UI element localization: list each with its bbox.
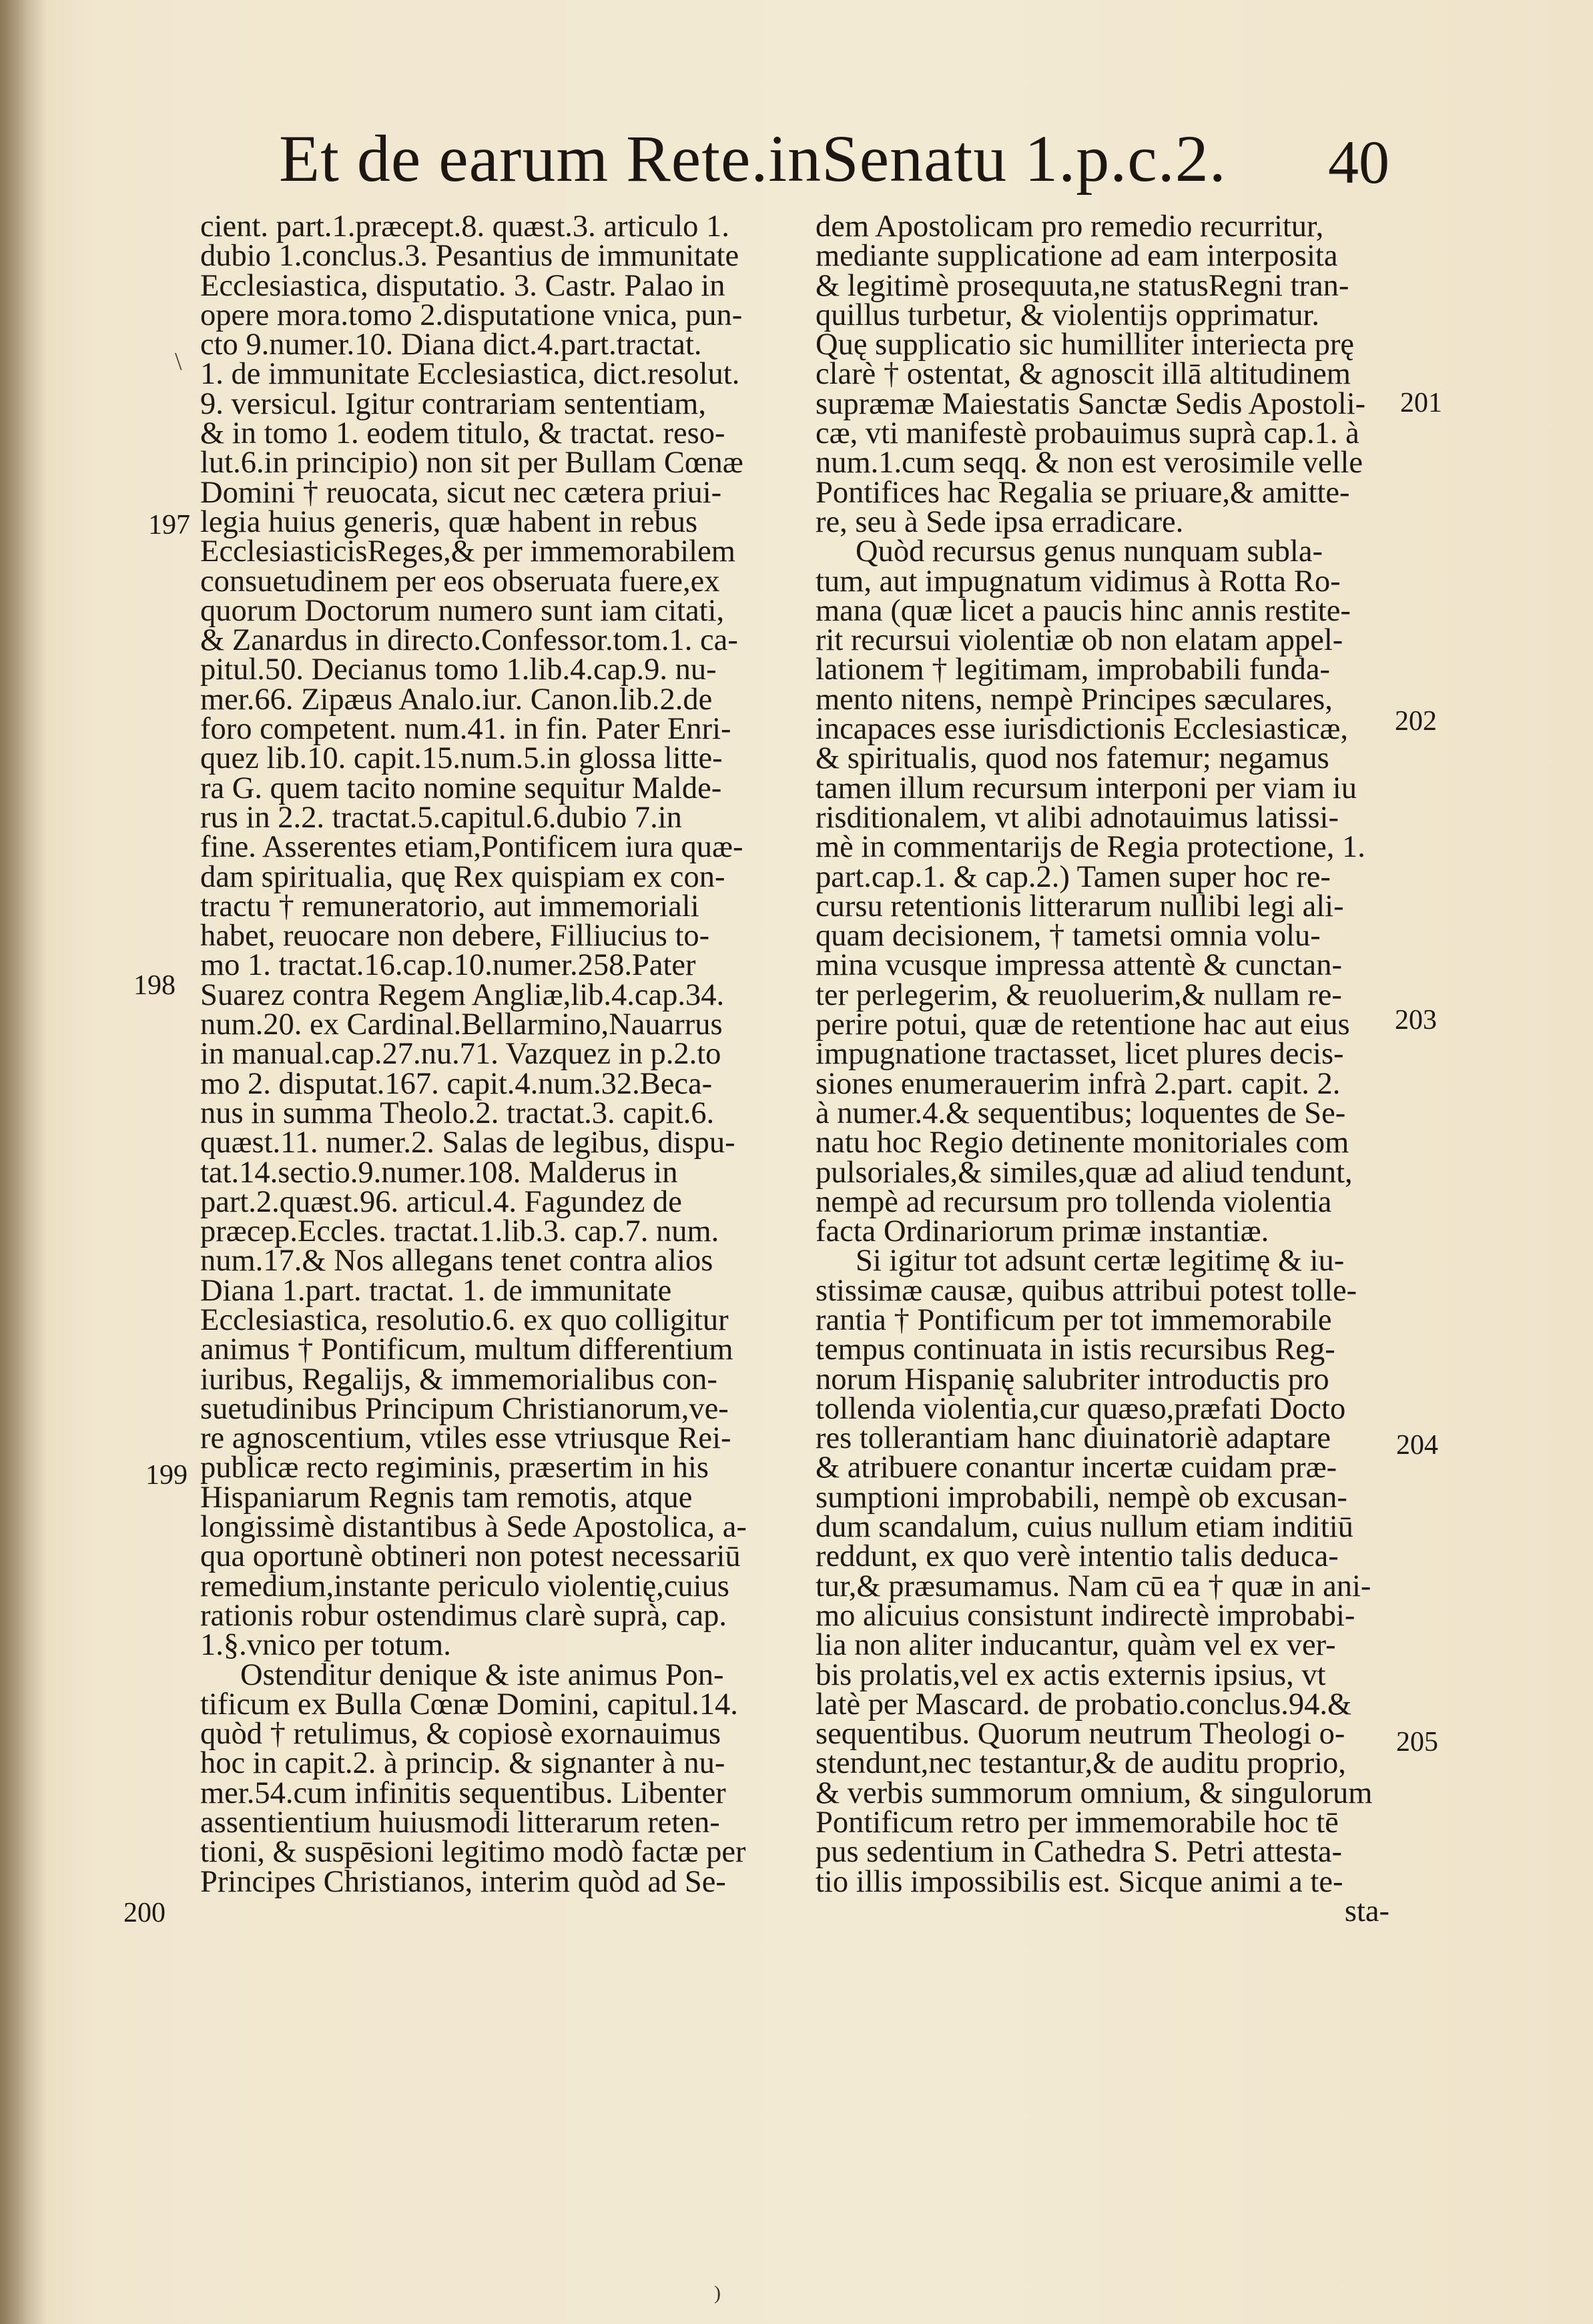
- text-line: tat.14.sectio.9.numer.108. Malderus in: [200, 1155, 678, 1190]
- text-line: stendunt,nec testantur,& de auditu proprio,: [816, 1746, 1346, 1781]
- text-line: rit recursui violentiæ ob non elatam appel-: [816, 623, 1343, 658]
- text-line: Principes Christianos, interim quòd ad Se-: [200, 1864, 726, 1899]
- text-line: Pontificum retro per immemorabile hoc tē: [816, 1806, 1339, 1840]
- text-line: Ostenditur denique & iste animus Pon-: [240, 1657, 724, 1692]
- text-line: tamen illum recursum interponi per viam iu: [816, 771, 1357, 805]
- text-line: EcclesiasticisReges,& per immemorabilem: [200, 534, 735, 569]
- text-line: tollenda violentia,cur quæso,præfati Docto: [816, 1391, 1346, 1426]
- text-line: Diana 1.part. tractat. 1. de immunitate: [200, 1273, 672, 1308]
- text-line: mer.54.cum infinitis sequentibus. Libenter: [200, 1776, 726, 1810]
- text-line: risditionalem, vt alibi adnotauimus latissi-: [816, 800, 1339, 835]
- text-line: Hispaniarum Regnis tam remotis, atque: [200, 1480, 693, 1515]
- text-line: re agnoscentium, vtiles esse vtriusque Rei-: [200, 1421, 731, 1456]
- margin-number-204: 204: [1396, 1430, 1438, 1461]
- text-line: norum Hispanię salubriter introductis pro: [816, 1362, 1329, 1397]
- binding-shadow: [0, 0, 47, 2324]
- text-line: cient. part.1.præcept.8. quæst.3. articulo 1.: [200, 210, 729, 244]
- text-line: quam decisionem, † tametsi omnia volu-: [816, 919, 1321, 953]
- text-line: num.1.cum seqq. & non est verosimile velle: [816, 446, 1363, 480]
- left-text-column: [200, 212, 774, 1897]
- text-line: pus sedentium in Cathedra S. Petri attesta-: [816, 1835, 1343, 1870]
- text-line: mo 2. disputat.167. capit.4.num.32.Beca-: [200, 1066, 713, 1101]
- text-line: ra G. quem tacito nomine sequitur Malde-: [200, 771, 722, 805]
- text-line: tempus continuata in istis recursibus Reg-: [816, 1332, 1335, 1367]
- text-line: Pontifices hac Regalia se priuare,& amitte-: [816, 475, 1350, 510]
- text-line: siones enumerauerim infrà 2.part. capit. 2.: [816, 1066, 1341, 1101]
- text-line: qua oportunè obtineri non potest necessariū: [200, 1539, 741, 1574]
- text-line: assentientium huiusmodi litterarum reten-: [200, 1806, 720, 1840]
- text-line: mina vcusque impressa attentè & cunctan-: [816, 948, 1342, 983]
- text-line: quòd † retulimus, & copiosè exornauimus: [200, 1717, 721, 1752]
- text-line: dubio 1.conclus.3. Pesantius de immunitate: [200, 239, 739, 274]
- text-line: Si igitur tot adsunt certæ legitimę & iu-: [856, 1244, 1345, 1278]
- text-line: consuetudinem per eos obseruata fuere,ex: [200, 564, 720, 599]
- text-line: tio illis impossibilis est. Sicque animi a te-: [816, 1864, 1343, 1899]
- page-number: 40: [1328, 128, 1389, 196]
- text-line: sequentibus. Quorum neutrum Theologi o-: [816, 1717, 1345, 1752]
- text-line: Ecclesiastica, resolutio.6. ex quo colligitur: [200, 1302, 729, 1337]
- text-line: habet, reuocare non debere, Filliucius to-: [200, 919, 710, 953]
- margin-number-197: 197: [148, 510, 190, 540]
- text-line: Suarez contra Regem Angliæ,lib.4.cap.34.: [200, 978, 725, 1012]
- text-line: quez lib.10. capit.15.num.5.in glossa litte-: [200, 741, 723, 776]
- text-line: sta-: [1344, 1894, 1389, 1928]
- text-line: natu hoc Regio detinente monitoriales com: [816, 1126, 1349, 1160]
- text-line: ter perlegerim, & reuoluerim,& nullam re-: [816, 978, 1342, 1012]
- text-line: Ecclesiastica, disputatio. 3. Castr. Palao in: [200, 268, 725, 303]
- text-line: Quę supplicatio sic humilliter interiecta prę: [816, 328, 1355, 362]
- text-line: & in tomo 1. eodem titulo, & tractat. reso-: [200, 416, 725, 451]
- text-line: incapaces esse iurisdictionis Ecclesiasticæ,: [816, 712, 1348, 747]
- text-line: clarè † ostentat, & agnoscit illā altitudinem: [816, 357, 1351, 392]
- text-line: tioni, & suspēsioni legitimo modò factæ per: [200, 1835, 746, 1870]
- text-line: mer.66. Zipæus Analo.iur. Canon.lib.2.de: [200, 682, 713, 717]
- text-line: hoc in capit.2. à princip. & signanter à nu-: [200, 1746, 725, 1781]
- text-line: quillus turbetur, & violentijs opprimatur.: [816, 298, 1319, 332]
- text-line: reddunt, ex quo verè intentio talis deduca-: [816, 1539, 1339, 1574]
- text-line: animus † Pontificum, multum differentium: [200, 1332, 733, 1367]
- text-line: foro competent. num.41. in fin. Pater Enri-: [200, 712, 731, 747]
- text-line: rationis robur ostendimus clarè suprà, cap.: [200, 1598, 727, 1633]
- gutter-mark: \: [175, 348, 182, 376]
- text-line: à numer.4.& sequentibus; loquentes de Se-: [816, 1096, 1346, 1130]
- text-line: part.2.quæst.96. articul.4. Fagundez de: [200, 1184, 682, 1219]
- text-line: & verbis summorum omnium, & singulorum: [816, 1776, 1373, 1810]
- text-line: Quòd recursus genus nunquam subla-: [856, 534, 1323, 569]
- text-line: latè per Mascard. de probatio.conclus.94.&: [816, 1687, 1352, 1721]
- margin-number-199: 199: [145, 1460, 188, 1491]
- text-line: num.20. ex Cardinal.Bellarmino,Nauarrus: [200, 1008, 723, 1042]
- text-line: Domini † reuocata, sicut nec cætera priui-: [200, 475, 722, 510]
- text-line: num.17.& Nos allegans tenet contra alios: [200, 1244, 713, 1278]
- margin-number-205: 205: [1396, 1727, 1438, 1758]
- text-line: & Zanardus in directo.Confessor.tom.1. ca-: [200, 623, 738, 658]
- text-line: pitul.50. Decianus tomo 1.lib.4.cap.9. nu-: [200, 653, 717, 687]
- text-line: tractu † remuneratorio, aut immemoriali: [200, 889, 699, 923]
- text-line: mana (quæ licet a paucis hinc annis restite-: [816, 593, 1351, 628]
- text-line: pulsoriales,& similes,quæ ad aliud tendunt,: [816, 1155, 1353, 1190]
- text-line: cto 9.numer.10. Diana dict.4.part.tractat.: [200, 328, 702, 362]
- text-line: part.cap.1. & cap.2.) Tamen super hoc re-: [816, 859, 1331, 894]
- text-line: mediante supplicatione ad eam interposita: [816, 239, 1338, 274]
- margin-number-202: 202: [1395, 706, 1437, 737]
- text-line: nempè ad recursum pro tollenda violentia: [816, 1184, 1332, 1219]
- text-line: 9. versicul. Igitur contrariam sententiam,: [200, 386, 706, 421]
- margin-number-200: 200: [123, 1898, 166, 1928]
- text-line: & atribuere conantur incertæ cuidam præ-: [816, 1451, 1337, 1485]
- text-line: dum scandalum, cuius nullum etiam inditiū: [816, 1510, 1353, 1545]
- text-line: cæ, vti manifestè probauimus suprà cap.1. à: [816, 416, 1359, 451]
- text-line: 1. de immunitate Ecclesiastica, dict.resolut.: [200, 357, 740, 392]
- text-line: rus in 2.2. tractat.5.capitul.6.dubio 7.in: [200, 800, 682, 835]
- text-line: opere mora.tomo 2.disputatione vnica, pun-: [200, 298, 743, 332]
- right-text-column: [816, 212, 1389, 1926]
- margin-number-201: 201: [1400, 388, 1442, 418]
- bottom-mark: ): [714, 2282, 721, 2304]
- text-line: stissimæ causæ, quibus attribui potest tolle-: [816, 1273, 1357, 1308]
- text-line: mento nitens, nempè Principes sæculares,: [816, 682, 1333, 717]
- text-line: suetudinibus Principum Christianorum,ve-: [200, 1391, 729, 1426]
- text-line: tur,& præsumamus. Nam cū ea † quæ in ani-: [816, 1569, 1371, 1603]
- running-head: Et de earum Rete.inSenatu 1.p.c.2.: [279, 121, 1227, 196]
- text-line: dam spiritualia, quę Rex quispiam ex con-: [200, 859, 725, 894]
- text-line: sumptioni improbabili, nempè ob excusan-: [816, 1480, 1347, 1515]
- text-line: præcep.Eccles. tractat.1.lib.3. cap.7. num.: [200, 1214, 719, 1249]
- text-line: cursu retentionis litterarum nullibi legi ali-: [816, 889, 1344, 923]
- text-line: tificum ex Bulla Cœnæ Domini, capitul.14.: [200, 1687, 738, 1721]
- margin-number-203: 203: [1395, 1005, 1437, 1036]
- text-line: legia huius generis, quæ habent in rebus: [200, 504, 698, 539]
- text-line: publicæ recto regiminis, præsertim in his: [200, 1451, 709, 1485]
- text-line: facta Ordinariorum primæ instantiæ.: [816, 1214, 1269, 1249]
- text-line: rantia † Pontificum per tot immemorabile: [816, 1302, 1332, 1337]
- text-line: dem Apostolicam pro remedio recurritur,: [816, 210, 1324, 244]
- text-line: supræmæ Maiestatis Sanctæ Sedis Apostoli-: [816, 386, 1366, 421]
- text-line: nus in summa Theolo.2. tractat.3. capit.6.: [200, 1096, 715, 1130]
- text-line: perire potui, quæ de retentione hac aut eius: [816, 1008, 1350, 1042]
- text-line: lut.6.in principio) non sit per Bullam Cœnæ: [200, 446, 743, 480]
- text-line: remedium,instante periculo violentię,cuius: [200, 1569, 729, 1603]
- text-line: lationem † legitimam, improbabili funda-: [816, 653, 1330, 687]
- text-line: mè in commentarijs de Regia protectione, 1.: [816, 830, 1365, 865]
- text-line: fine. Asserentes etiam,Pontificem iura quæ-: [200, 830, 743, 865]
- text-line: quorum Doctorum numero sunt iam citati,: [200, 593, 725, 628]
- text-line: longissimè distantibus à Sede Apostolica, a-: [200, 1510, 747, 1545]
- text-line: bis prolatis,vel ex actis externis ipsius, vt: [816, 1657, 1326, 1692]
- text-line: quæst.11. numer.2. Salas de legibus, dispu-: [200, 1126, 735, 1160]
- text-line: lia non aliter inducantur, quàm vel ex ver-: [816, 1628, 1336, 1663]
- text-line: in manual.cap.27.nu.71. Vazquez in p.2.to: [200, 1037, 721, 1072]
- text-line: re, seu à Sede ipsa erradicare.: [816, 504, 1184, 539]
- text-line: tum, aut impugnatum vidimus à Rotta Ro-: [816, 564, 1341, 599]
- text-line: mo 1. tractat.16.cap.10.numer.258.Pater: [200, 948, 696, 983]
- margin-number-198: 198: [133, 970, 176, 1001]
- text-line: impugnatione tractasset, licet plures decis-: [816, 1037, 1344, 1072]
- text-line: & spiritualis, quod nos fatemur; negamus: [816, 741, 1329, 776]
- text-line: & legitimè prosequuta,ne statusRegni tran-: [816, 268, 1349, 303]
- text-line: res tollerantiam hanc diuinatoriè adaptare: [816, 1421, 1331, 1456]
- text-line: 1.§.vnico per totum.: [200, 1628, 451, 1663]
- text-line: mo alicuius consistunt indirectè improbabi-: [816, 1598, 1355, 1633]
- text-line: iuribus, Regalijs, & immemorialibus con-: [200, 1362, 717, 1397]
